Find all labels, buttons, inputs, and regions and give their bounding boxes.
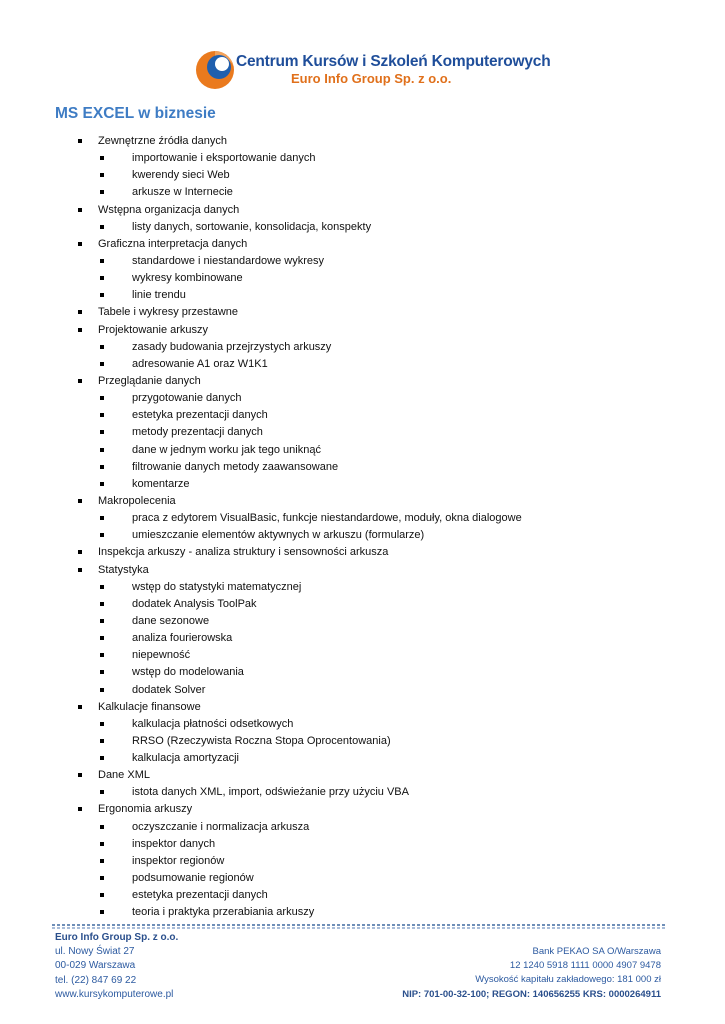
topic-item: [75, 493, 695, 510]
subtopic-item: [75, 219, 695, 236]
footer-street: ul. Nowy Świat 27: [55, 946, 135, 958]
company-logo: [193, 47, 551, 95]
square-bullet-icon: [78, 773, 82, 777]
topic-item: [75, 544, 695, 561]
square-bullet-icon: [78, 705, 82, 709]
item-text: komentarze: [132, 477, 190, 490]
subtopic-item: [75, 356, 695, 373]
topic-item: [75, 767, 695, 784]
logo-line-1: Centrum Kursów i Szkoleń Komputerowych: [236, 53, 551, 70]
item-text: wstęp do statystyki matematycznej: [132, 580, 302, 593]
square-bullet-icon: [78, 328, 82, 332]
item-text: Inspekcja arkuszy - analiza struktury i sensowności arkusza: [98, 546, 389, 559]
subtopic-item: [75, 270, 695, 287]
square-bullet-icon: [100, 585, 104, 589]
subtopic-item: [75, 870, 695, 887]
subtopic-item: [75, 579, 695, 596]
subtopic-item: [75, 510, 695, 527]
square-bullet-icon: [100, 825, 104, 829]
subtopic-item: [75, 424, 695, 441]
square-bullet-icon: [100, 225, 104, 229]
item-text: arkusze w Internecie: [132, 186, 233, 199]
subtopic-item: [75, 150, 695, 167]
subtopic-item: [75, 750, 695, 767]
topic-item: [75, 133, 695, 150]
footer-phone: tel. (22) 847 69 22: [55, 974, 137, 986]
square-bullet-icon: [100, 190, 104, 194]
item-text: importowanie i eksportowanie danych: [132, 152, 316, 165]
item-text: podsumowanie regionów: [132, 872, 254, 885]
topic-item: [75, 699, 695, 716]
item-text: Graficzna interpretacja danych: [98, 237, 248, 250]
item-text: adresowanie A1 oraz W1K1: [132, 357, 268, 370]
square-bullet-icon: [100, 516, 104, 520]
square-bullet-icon: [100, 173, 104, 177]
square-bullet-icon: [100, 739, 104, 743]
item-text: dodatek Analysis ToolPak: [132, 597, 257, 610]
topic-item: [75, 562, 695, 579]
square-bullet-icon: [100, 670, 104, 674]
square-bullet-icon: [100, 859, 104, 863]
square-bullet-icon: [100, 482, 104, 486]
square-bullet-icon: [100, 602, 104, 606]
subtopic-item: [75, 733, 695, 750]
item-text: inspektor danych: [132, 837, 216, 850]
document-title: MS EXCEL w biznesie: [55, 105, 216, 122]
square-bullet-icon: [100, 259, 104, 263]
square-bullet-icon: [78, 550, 82, 554]
subtopic-item: [75, 459, 695, 476]
subtopic-item: [75, 887, 695, 904]
topic-item: [75, 202, 695, 219]
footer-divider: [52, 924, 666, 929]
square-bullet-icon: [78, 499, 82, 503]
subtopic-item: [75, 339, 695, 356]
subtopic-item: [75, 596, 695, 613]
topic-outline: [75, 133, 695, 921]
subtopic-item: [75, 630, 695, 647]
item-text: Zewnętrzne źródła danych: [98, 135, 228, 147]
square-bullet-icon: [78, 568, 82, 572]
item-text: dane sezonowe: [132, 614, 210, 627]
subtopic-item: [75, 390, 695, 407]
subtopic-item: [75, 476, 695, 493]
footer-city: 00-029 Warszawa: [55, 960, 136, 972]
item-text: oczyszczanie i normalizacja arkusza: [132, 820, 310, 833]
square-bullet-icon: [100, 910, 104, 914]
item-text: inspektor regionów: [132, 854, 225, 867]
item-text: Dane XML: [98, 769, 150, 782]
logo-line-2: Euro Info Group Sp. z o.o.: [291, 71, 452, 86]
square-bullet-icon: [100, 653, 104, 657]
item-text: kalkulacja płatności odsetkowych: [132, 717, 294, 730]
square-bullet-icon: [100, 345, 104, 349]
subtopic-item: [75, 527, 695, 544]
item-text: istota danych XML, import, odświeżanie przy użyciu VBA: [132, 786, 409, 799]
footer-website-link[interactable]: www.kursykomputerowe.pl: [55, 988, 174, 1000]
item-text: Ergonomia arkuszy: [98, 803, 193, 816]
square-bullet-icon: [100, 722, 104, 726]
footer-company-details: [402, 945, 661, 1002]
square-bullet-icon: [100, 413, 104, 417]
square-bullet-icon: [100, 156, 104, 160]
topic-item: [75, 236, 695, 253]
square-bullet-icon: [78, 379, 82, 383]
square-bullet-icon: [78, 139, 82, 143]
subtopic-item: [75, 407, 695, 424]
square-bullet-icon: [100, 842, 104, 846]
square-bullet-icon: [100, 790, 104, 794]
square-bullet-icon: [100, 688, 104, 692]
square-bullet-icon: [100, 533, 104, 537]
subtopic-item: [75, 664, 695, 681]
footer-registration-ids: NIP: 701-00-32-100; REGON: 140656255 KRS: 0000264911: [402, 988, 661, 1000]
subtopic-item: [75, 442, 695, 459]
subtopic-item: [75, 647, 695, 664]
footer-company-name: Euro Info Group Sp. z o.o.: [55, 932, 179, 943]
square-bullet-icon: [100, 619, 104, 623]
subtopic-item: [75, 819, 695, 836]
item-text: RRSO (Rzeczywista Roczna Stopa Oprocentowania): [132, 734, 391, 747]
item-text: wykresy kombinowane: [132, 272, 243, 285]
item-text: analiza fourierowska: [132, 632, 233, 645]
subtopic-item: [75, 784, 695, 801]
item-text: filtrowanie danych metody zaawansowane: [132, 460, 339, 473]
subtopic-item: [75, 253, 695, 270]
subtopic-item: [75, 682, 695, 699]
square-bullet-icon: [100, 465, 104, 469]
square-bullet-icon: [100, 396, 104, 400]
square-bullet-icon: [100, 276, 104, 280]
square-bullet-icon: [100, 876, 104, 880]
item-text: umieszczanie elementów aktywnych w arkuszu (formularze): [132, 529, 425, 542]
square-bullet-icon: [78, 208, 82, 212]
square-bullet-icon: [100, 636, 104, 640]
square-bullet-icon: [100, 756, 104, 760]
item-text: standardowe i niestandardowe wykresy: [132, 254, 324, 267]
item-text: Makropolecenia: [98, 494, 176, 507]
item-text: Kalkulacje finansowe: [98, 700, 201, 713]
subtopic-item: [75, 167, 695, 184]
subtopic-item: [75, 287, 695, 304]
topic-item: [75, 373, 695, 390]
item-text: listy danych, sortowanie, konsolidacja, konspekty: [132, 220, 372, 233]
subtopic-item: [75, 836, 695, 853]
item-text: niepewność: [132, 649, 191, 662]
subtopic-item: [75, 853, 695, 870]
topic-item: [75, 801, 695, 818]
square-bullet-icon: [78, 807, 82, 811]
item-text: metody prezentacji danych: [132, 426, 263, 439]
square-bullet-icon: [100, 362, 104, 366]
square-bullet-icon: [78, 310, 82, 314]
square-bullet-icon: [100, 430, 104, 434]
item-text: praca z edytorem VisualBasic, funkcje niestandardowe, moduły, okna dialogowe: [132, 512, 522, 525]
item-text: estetyka prezentacji danych: [132, 889, 268, 902]
item-text: Projektowanie arkuszy: [98, 323, 209, 336]
footer-bank: Bank PEKAO SA O/Warszawa: [532, 946, 661, 957]
footer-capital: Wysokość kapitału zakładowego: 181 000 zł: [475, 974, 661, 986]
item-text: zasady budowania przejrzystych arkuszy: [132, 340, 332, 353]
square-bullet-icon: [78, 242, 82, 246]
subtopic-item: [75, 613, 695, 630]
footer-address: [55, 931, 178, 1002]
item-text: linie trendu: [132, 289, 186, 302]
subtopic-item: [75, 716, 695, 733]
item-text: dodatek Solver: [132, 683, 206, 696]
square-bullet-icon: [100, 448, 104, 452]
square-bullet-icon: [100, 293, 104, 297]
item-text: estetyka prezentacji danych: [132, 409, 268, 422]
item-text: wstęp do modelowania: [132, 666, 244, 679]
footer-account: 12 1240 5918 1111 0000 4907 9478: [509, 960, 661, 972]
swirl-logo-icon: [193, 47, 237, 93]
item-text: teoria i praktyka przerabiania arkuszy: [132, 906, 315, 919]
topic-item: [75, 304, 695, 321]
item-text: kalkulacja amortyzacji: [132, 752, 239, 765]
item-text: dane w jednym worku jak tego uniknąć: [132, 443, 321, 456]
item-text: Statystyka: [98, 563, 149, 576]
square-bullet-icon: [100, 893, 104, 897]
item-text: kwerendy sieci Web: [132, 169, 230, 182]
item-text: Wstępna organizacja danych: [98, 203, 240, 216]
item-text: Tabele i wykresy przestawne: [98, 306, 239, 319]
topic-item: [75, 322, 695, 339]
subtopic-item: [75, 904, 695, 921]
subtopic-item: [75, 184, 695, 201]
item-text: przygotowanie danych: [132, 392, 242, 405]
item-text: Przeglądanie danych: [98, 374, 201, 387]
